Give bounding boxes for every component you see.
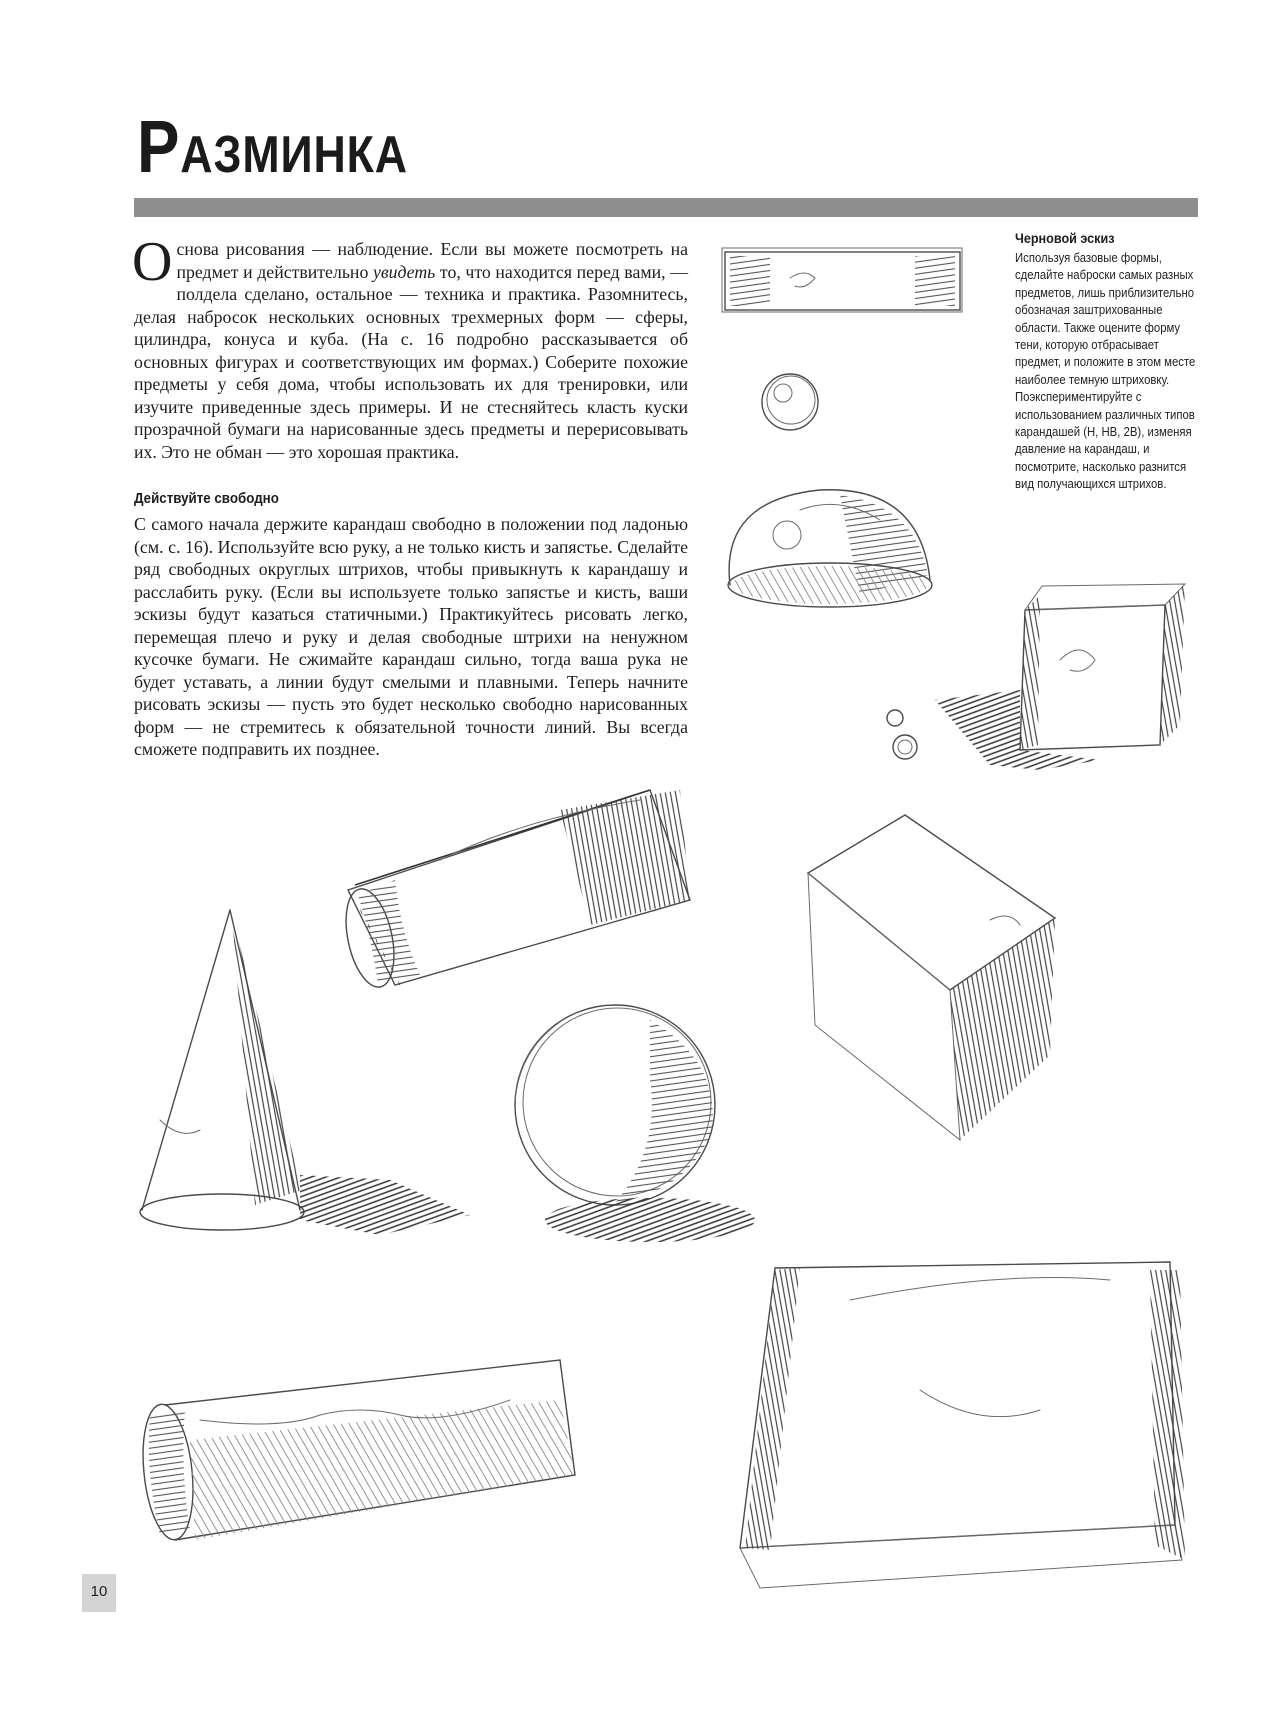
intro-emphasis: увидеть [372, 261, 436, 282]
sketch-rectangular-slab [740, 1262, 1185, 1588]
intro-text-part2: то, что находится перед вами, — полдела сделано, остальное — техника и практика. Разомнитесь, делая набросок нескольких основных трехмерных форм — сферы, цилиндра, конуса и куба. (На с. 16 подробно рассказывается об основных фигурах и соответствующих им формах.) Соберите похожие предметы у себя дома, чтобы использовать их для тренировки, или изучите приведенные здесь примеры. И не стесняйтесь класть куски прозрачной бумаги на нарисованные здесь предметы и перерисовывать их. Это не обман — это хорошая практика. [134, 261, 688, 462]
sketch-horizontal-cylinder [137, 1360, 575, 1542]
sidebar-caption: Используя базовые формы, сделайте наброски самых разных предметов, лишь приблизительно обозначая заштрихованные области. Также оцените форму тени, которую отбрасывает предмет, и положите в этом месте наиболее темную штриховку. Поэкспериментируйте с использованием различных типов карандашей (H, HB, 2B), изменяя давление на карандаш, и посмотрите, насколько разнится вид получающихся штрихов. [1015, 250, 1196, 492]
sidebar-title: Черновой эскиз [1015, 230, 1115, 246]
section-paragraph: С самого начала держите карандаш свободно в положении под ладонью (см. с. 16). Используйте всю руку, а не только кисть и запястье. Сделайте ряд свободных округлых штрихов, чтобы привыкнуть к карандашу и расслабить руку. (Если вы используете только запястье и кисть, ваши эскизы будут казаться статичными.) Практикуйтесь рисовать легко, перемещая плечо и руку и делая свободные штрихи на ненужном кусочке бумаги. Не сжимайте карандаш сильно, тогда ваша рука не будет уставать, а линии будут смелыми и плавными. Теперь начните рисовать эскизы — пусть это будет несколько свободно нарисованных форм — не стремитесь к обязательной точности линий. Вы всегда сможете подправить их позднее. [134, 514, 688, 759]
section-heading: Действуйте свободно [134, 491, 279, 507]
sketch-half-dome [728, 490, 932, 607]
sketch-cone-with-shadow [140, 910, 470, 1235]
page-title: Разминка [137, 105, 408, 188]
sketch-sphere-with-shadow [515, 1005, 755, 1242]
intro-text-part1: снова рисования — наблюдение. Если вы можете посмотреть на предмет и действительно [176, 239, 688, 282]
page-number-box [82, 1574, 116, 1612]
sketch-tilted-box [808, 815, 1055, 1140]
sketch-small-sphere [762, 374, 818, 430]
sketch-tilted-cylinder [338, 790, 690, 991]
sketch-cube-with-shadow [887, 584, 1185, 770]
dropcap: О [132, 231, 173, 293]
sketch-flat-box [722, 248, 962, 312]
page-number: 10 [90, 1583, 108, 1600]
